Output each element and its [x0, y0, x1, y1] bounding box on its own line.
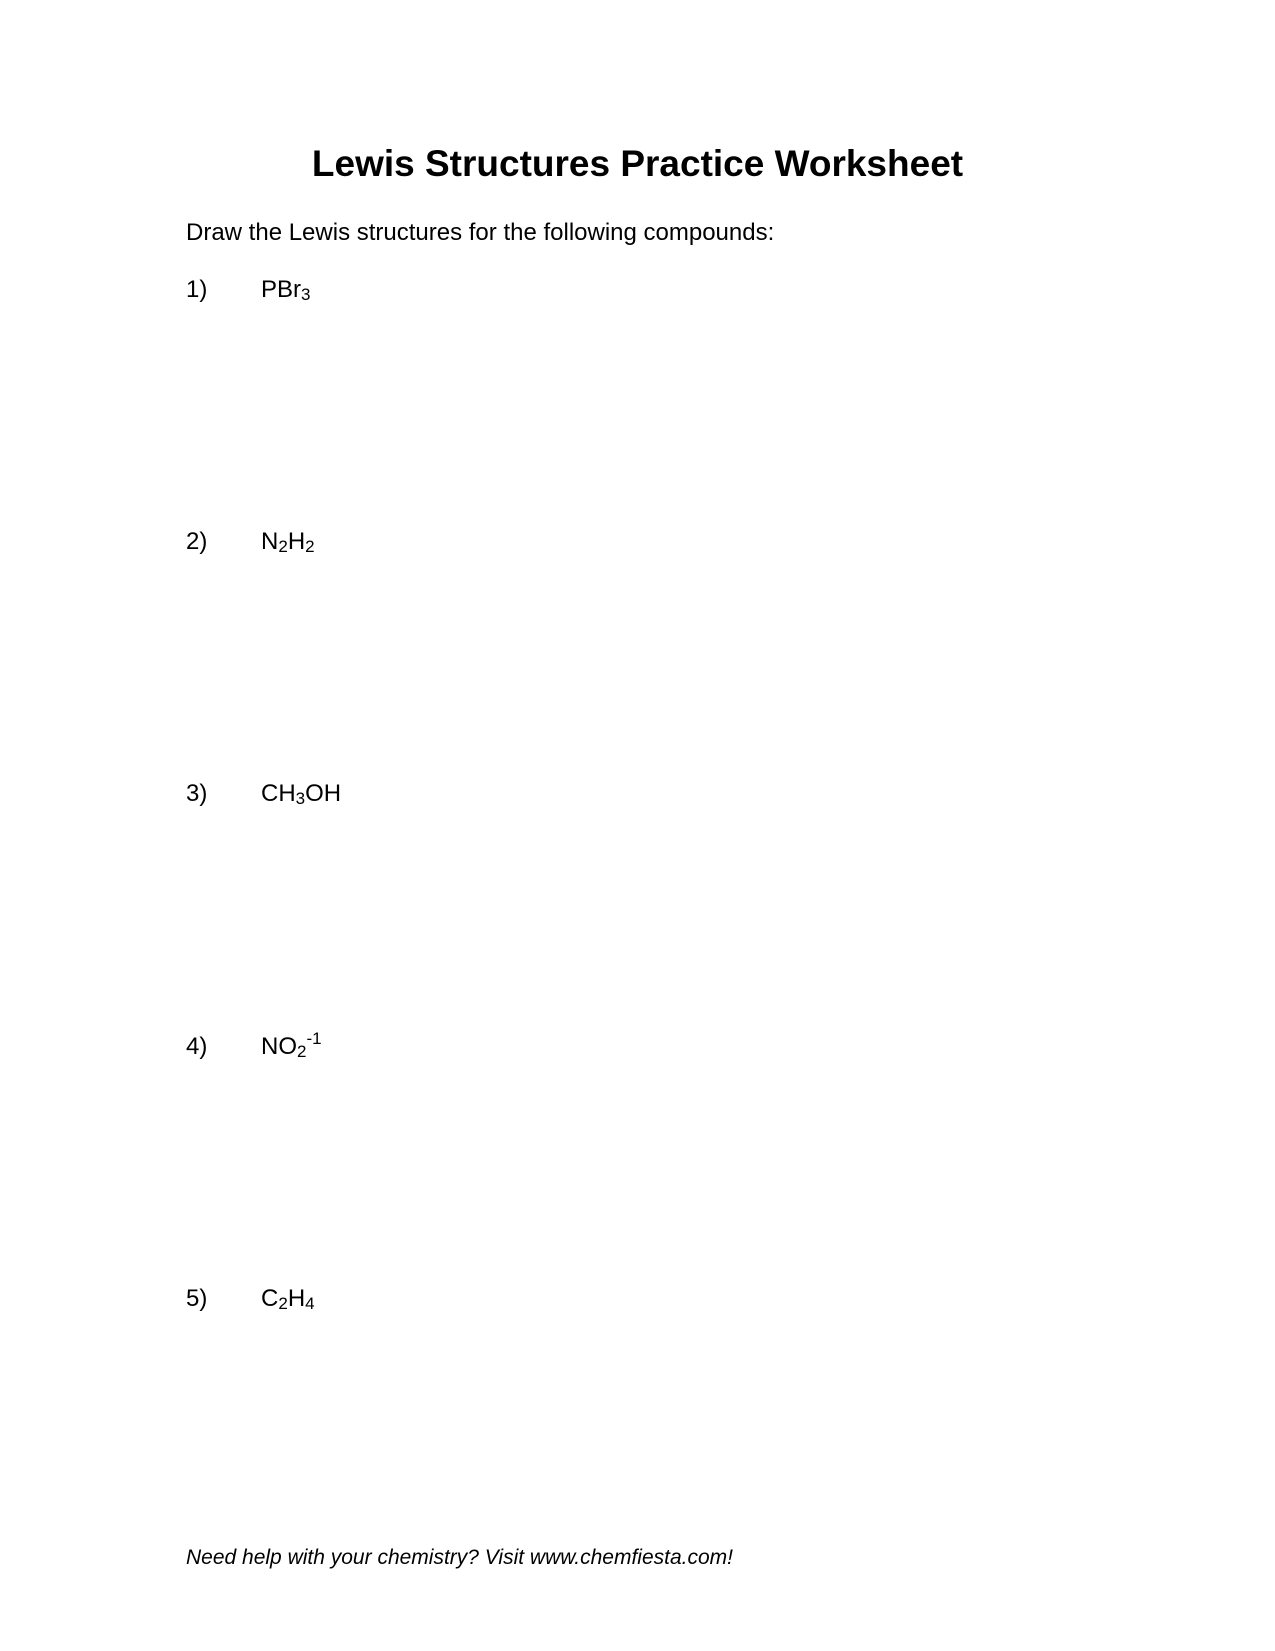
- formula-charge-superscript: -1: [306, 1029, 322, 1048]
- chemical-formula: [261, 275, 310, 307]
- formula-element-symbol: C: [261, 1285, 279, 1312]
- formula-element-symbol: H: [287, 528, 306, 555]
- instructions-text: Draw the Lewis structures for the following compounds:: [186, 219, 775, 246]
- formula-subscript: 2: [278, 537, 288, 556]
- formula-element-symbol: PBr: [261, 276, 302, 303]
- chemical-formula: [261, 1284, 315, 1316]
- formula-element-symbol: CH: [261, 780, 296, 807]
- problem-item: [186, 527, 986, 561]
- formula-subscript: 2: [305, 537, 315, 556]
- footer-help-text: Need help with your chemistry? Visit www.chemfiesta.com!: [186, 1546, 733, 1569]
- chemical-formula: [261, 779, 341, 811]
- problem-number: 4): [186, 1033, 208, 1060]
- problem-item: [186, 1284, 986, 1318]
- formula-subscript: 3: [295, 789, 306, 808]
- formula-subscript: 2: [297, 1042, 307, 1061]
- problem-number: 2): [186, 528, 208, 555]
- problem-number: 3): [186, 780, 208, 807]
- formula-element-symbol: H: [287, 1285, 306, 1312]
- formula-element-symbol: NO: [261, 1033, 297, 1060]
- problem-item: [186, 1029, 986, 1066]
- chemical-formula: [261, 527, 315, 559]
- problem-item: [186, 275, 986, 309]
- page-title: Lewis Structures Practice Worksheet: [311, 143, 964, 184]
- formula-subscript: 4: [305, 1294, 315, 1313]
- problem-item: [186, 779, 986, 813]
- formula-element-symbol: OH: [305, 780, 342, 807]
- formula-subscript: 3: [301, 285, 311, 304]
- problem-number: 1): [186, 276, 208, 303]
- problem-number: 5): [186, 1285, 208, 1312]
- chemical-formula: [261, 1029, 322, 1064]
- formula-subscript: 2: [278, 1294, 288, 1313]
- formula-element-symbol: N: [261, 528, 279, 555]
